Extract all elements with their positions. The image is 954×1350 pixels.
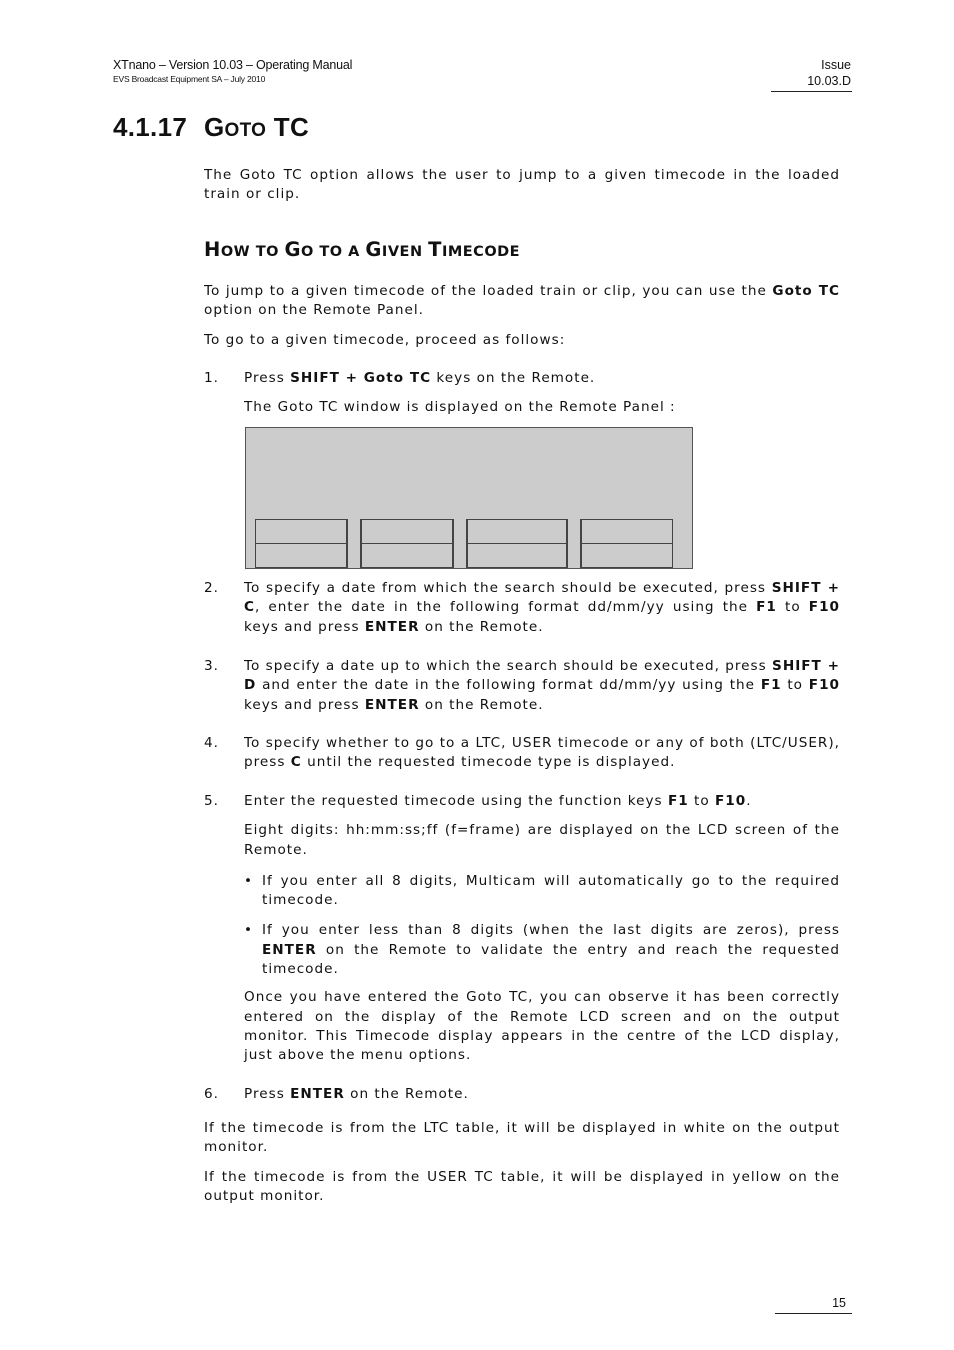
text: until the requested timecode type is displayed. [301, 754, 676, 771]
text: To specify a date from which the search should be executed, press [244, 580, 772, 596]
text: and enter the date in the following format dd/mm/yy using the [256, 677, 761, 694]
text: If you enter less than 8 digits (when the last digits are zeros), press [262, 922, 840, 939]
section-title-initial: G [204, 112, 225, 142]
section-heading [113, 112, 309, 143]
text: Press [244, 370, 291, 386]
text: keys and press [244, 696, 365, 713]
key-name: F1 [760, 677, 782, 694]
section-number: 4.1.17 [113, 112, 188, 142]
key-name: F1 [667, 793, 689, 809]
subheading-initial: H [204, 238, 221, 261]
subheading-smallcaps: IVEN [381, 244, 429, 260]
bullet-text: If you enter all 8 digits, Multicam will automatically go to the required timecode. [262, 872, 840, 909]
key-name: SHIFT + Goto TC [290, 370, 432, 386]
step-text [244, 792, 840, 811]
subheading-smallcaps: IMECODE [441, 244, 521, 260]
text: keys on the Remote. [431, 370, 596, 386]
text: to [776, 599, 809, 616]
key-name: C [290, 754, 302, 771]
paragraph-proceed: To go to a given timecode, proceed as follows: [204, 331, 566, 348]
step-3 [204, 657, 840, 715]
issue-version: 10.03.D [807, 74, 851, 88]
section-title-tail: TC [266, 112, 310, 142]
step-6 [204, 1085, 840, 1104]
outro-user: If the timecode is from the USER TC table, it will be displayed in yellow on the output monitor. [204, 1168, 840, 1204]
step-5 [204, 792, 840, 1066]
lcd-divider [567, 519, 581, 568]
text: To specify whether to go to a LTC, USER timecode or any of both (LTC/USER), press [244, 735, 840, 771]
bullet-item [244, 921, 840, 979]
text: , enter the date in the following format dd/mm/yy using the [254, 599, 757, 616]
step-note: Eight digits: hh:mm:ss;ff (f=frame) are displayed on the LCD screen of the Remote. [244, 822, 840, 858]
lcd-cell [467, 543, 567, 568]
lcd-divider [347, 519, 361, 568]
intro-paragraph: The Goto TC option allows the user to jump to a given timecode in the loaded train or clip. [204, 167, 840, 203]
key-name: ENTER [262, 941, 317, 958]
step-note: The Goto TC window is displayed on the Remote Panel : [244, 399, 676, 416]
subheading-smallcaps: O TO A [300, 244, 366, 260]
lcd-cell [581, 543, 673, 568]
subheading-initial: G [284, 238, 301, 261]
text: on the Remote. [419, 696, 544, 713]
bullet-item [244, 872, 840, 911]
step-text [244, 1085, 840, 1104]
document-subtitle: EVS Broadcast Equipment SA – July 2010 [113, 74, 266, 84]
key-name: ENTER [364, 618, 420, 635]
lcd-cell [255, 543, 347, 568]
lcd-divider [453, 519, 467, 568]
text: Enter the requested timecode using the function keys [244, 793, 668, 809]
step-1 [204, 369, 840, 418]
issue-block [771, 58, 851, 88]
lcd-cell [581, 519, 673, 544]
lcd-cell [361, 543, 453, 568]
step-number: 1. [204, 370, 219, 386]
key-name: F10 [808, 599, 840, 616]
step-closing: Once you have entered the Goto TC, you can observe it has been correctly entered on the display of the Remote LCD screen and on the output monitor. This Timecode display appears in the centre of the LCD display, just above the menu options. [244, 989, 840, 1064]
text: To specify a date up to which the search should be executed, press [244, 658, 773, 674]
bullet-icon: • [244, 872, 254, 889]
step-number: 6. [204, 1086, 219, 1102]
text: Press [244, 1086, 291, 1102]
text: keys and press [244, 618, 365, 635]
paragraph-goto-option [204, 282, 840, 321]
step-text [244, 579, 840, 637]
step-text [244, 369, 840, 388]
bullet-icon: • [244, 922, 254, 939]
lcd-cell [467, 519, 567, 544]
key-name: F1 [756, 599, 777, 616]
key-name: SHIFT + D [244, 658, 840, 694]
step-number: 2. [204, 580, 219, 596]
step-number: 4. [204, 735, 219, 751]
key-name: F10 [808, 677, 840, 694]
subheading-initial: T [428, 238, 442, 261]
text: on the Remote. [419, 618, 544, 635]
outro [204, 1119, 840, 1206]
issue-label: Issue [821, 58, 851, 72]
section-intro [204, 166, 840, 205]
subheading-initial: G [365, 238, 382, 261]
section-title-smallcaps: OTO [224, 120, 267, 141]
text: on the Remote. [344, 1086, 469, 1102]
subsection-body [204, 282, 840, 350]
key-name: F10 [715, 793, 747, 809]
document-title: XTnano – Version 10.03 – Operating Manual [113, 58, 353, 72]
text: To jump to a given timecode of the loaded train or clip, you can use the [204, 283, 773, 299]
lcd-cell [255, 519, 347, 544]
goto-tc-window-figure [245, 427, 693, 569]
text: to [688, 793, 716, 809]
header-rule [771, 91, 852, 92]
text: option on the Remote Panel. [204, 302, 424, 319]
key-name: ENTER [364, 696, 420, 713]
text: . [746, 793, 752, 809]
step-text [244, 657, 840, 715]
lcd-cell [361, 519, 453, 544]
key-name: SHIFT + C [244, 580, 840, 616]
step-number: 5. [204, 793, 219, 809]
subheading-smallcaps: OW TO [220, 244, 285, 260]
page-number: 15 [832, 1296, 846, 1310]
step-text [244, 734, 840, 773]
subsection-heading [204, 234, 520, 262]
step-number: 3. [204, 658, 219, 674]
step-4 [204, 734, 840, 773]
page-header [113, 58, 352, 84]
text: on the Remote to validate the entry and reach the requested timecode. [262, 941, 840, 978]
key-name: Goto TC [772, 283, 840, 299]
key-name: ENTER [290, 1086, 345, 1102]
outro-ltc: If the timecode is from the LTC table, it will be displayed in white on the output monitor. [204, 1120, 840, 1156]
footer-rule [775, 1313, 852, 1314]
step-2 [204, 579, 840, 637]
text: to [781, 677, 809, 694]
